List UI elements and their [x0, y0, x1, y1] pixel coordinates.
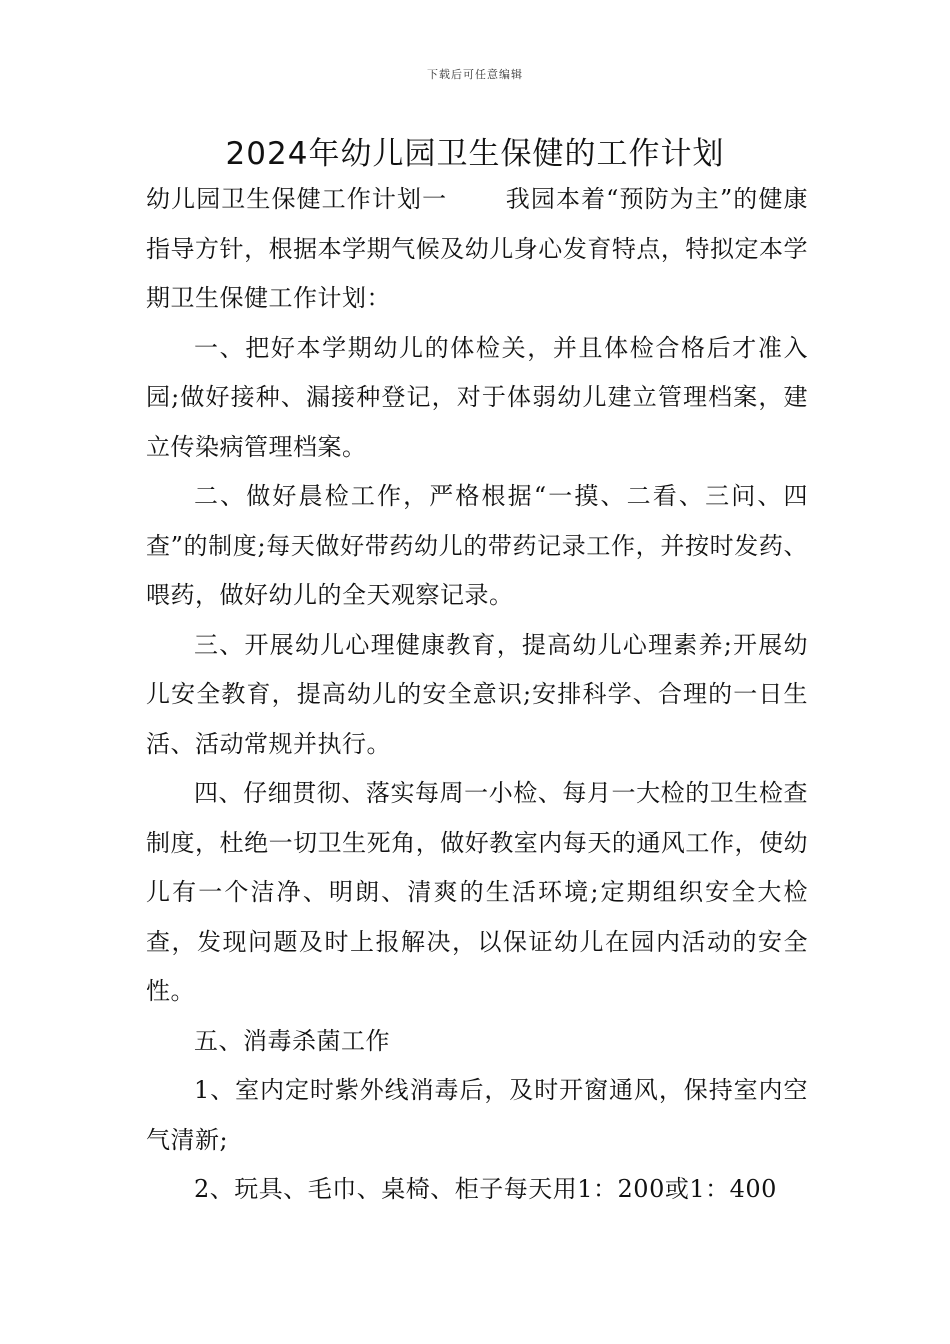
paragraph-1: 一、把好本学期幼儿的体检关，并且体检合格后才准入园;做好接种、漏接种登记，对于体弱幼儿建立管理档案，建立传染病管理档案。 [146, 333, 808, 461]
paragraph-3: 三、开展幼儿心理健康教育，提高幼儿心理素养;开展幼儿安全教育，提高幼儿的安全意识;安排科学、合理的一日生活、活动常规并执行。 [146, 630, 808, 758]
intro-paragraph [146, 175, 808, 324]
paragraph-7: 2、玩具、毛巾、桌椅、柜子每天用1：200或1：400 [194, 1175, 777, 1203]
document-title: 2024年幼儿园卫生保健的工作计划 [225, 136, 725, 172]
paragraph-2: 二、做好晨检工作，严格根据“一摸、二看、三问、四查”的制度;每天做好带药幼儿的带药记录工作，并按时发药、喂药，做好幼儿的全天观察记录。 [146, 482, 808, 609]
header-note: 下载后可任意编辑 [427, 68, 523, 81]
paragraph-4: 四、仔细贯彻、落实每周一小检、每月一大检的卫生检查制度，杜绝一切卫生死角，做好教室内每天的通风工作，使幼儿有一个洁净、明朗、清爽的生活环境;定期组织安全大检查，发现问题及时上报解决，以保证幼儿在园内活动的安全性。 [146, 779, 808, 1005]
paragraph-6: 1、室内定时紫外线消毒后，及时开窗通风，保持室内空气清新; [146, 1076, 808, 1154]
intro-heading: 幼儿园卫生保健工作计划一 [146, 185, 448, 213]
document-body [146, 175, 808, 1215]
paragraph-5: 五、消毒杀菌工作 [194, 1026, 390, 1055]
intro-text: 我园本着“预防为主”的健康指导方针，根据本学期气候及幼儿身心发育特点，特拟定本学期卫生保健工作计划： [146, 185, 809, 312]
